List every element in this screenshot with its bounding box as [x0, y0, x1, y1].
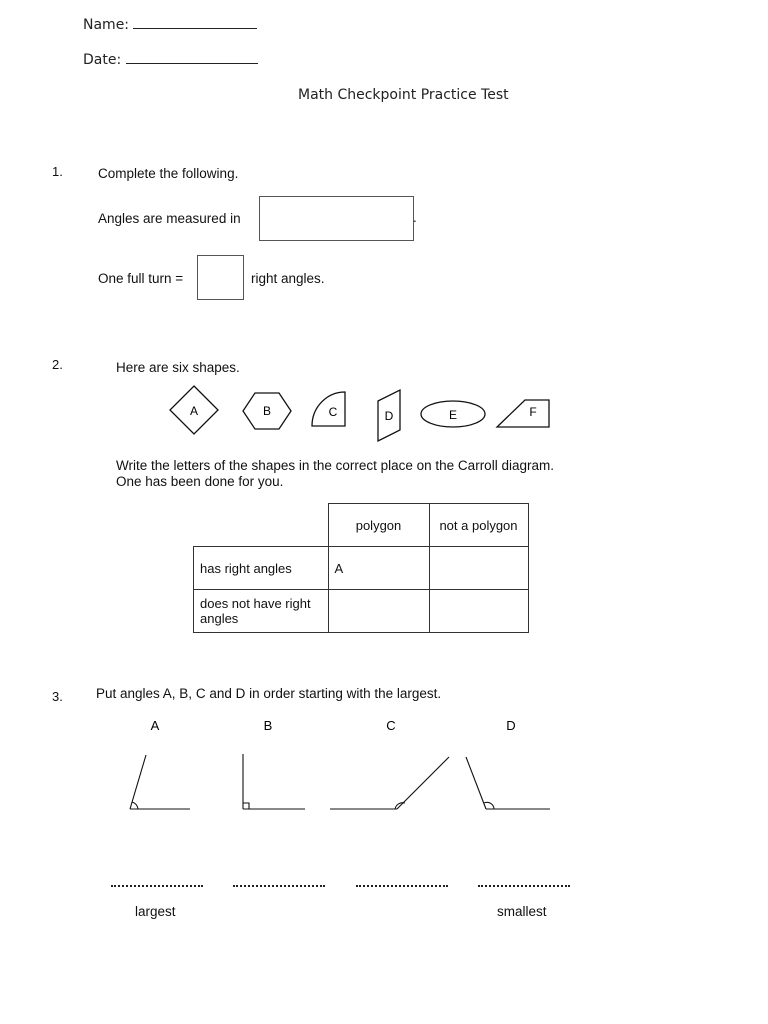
q2-instruction-line-2: One has been done for you. [116, 474, 284, 489]
question-2-number: 2. [52, 357, 63, 372]
shape-e-label: E [448, 408, 458, 422]
shape-f-label: F [529, 405, 537, 419]
carroll-row-label-no-right-angles: does not have right angles [194, 590, 329, 633]
shape-b-label: B [262, 404, 272, 418]
carroll-row-label-right-angles: has right angles [194, 547, 329, 590]
carroll-cell-polygon-right-angles[interactable]: A [328, 547, 429, 590]
name-label: Name: [83, 17, 130, 33]
shape-a-label: A [189, 404, 199, 418]
q1-answer-box-units[interactable] [259, 196, 414, 241]
shape-d-label: D [384, 409, 394, 423]
angle-a-label: A [150, 718, 160, 733]
largest-caption: largest [135, 904, 176, 919]
angles-figure [0, 710, 768, 825]
q2-instructions [116, 458, 554, 490]
shapes-figure [0, 380, 768, 450]
date-label: Date: [83, 52, 122, 68]
question-2-prompt: Here are six shapes. [116, 360, 240, 375]
shape-c-quarter-circle [312, 392, 345, 426]
q1-full-turn-text: One full turn = [98, 271, 184, 286]
page-title: Math Checkpoint Practice Test [298, 87, 509, 103]
question-1-prompt: Complete the following. [98, 166, 239, 181]
question-3-prompt: Put angles A, B, C and D in order starting with the largest. [96, 686, 442, 701]
carroll-cell-not-polygon-right-angles[interactable] [429, 547, 528, 590]
angle-a-drawing [130, 755, 190, 809]
q2-instruction-line-1: Write the letters of the shapes in the correct place on the Carroll diagram. [116, 458, 554, 473]
answer-line-1[interactable] [111, 885, 203, 887]
answer-line-2[interactable] [233, 885, 325, 887]
shape-a-square-diamond [170, 386, 218, 434]
angle-d-label: D [506, 718, 516, 733]
carroll-diagram [193, 503, 529, 633]
name-blank[interactable] [133, 16, 257, 29]
answer-line-4[interactable] [478, 885, 570, 887]
q1-right-angles-text: right angles. [251, 271, 325, 286]
shape-f-trapezium [497, 400, 549, 427]
smallest-caption: smallest [497, 904, 547, 919]
carroll-header-not-polygon: not a polygon [429, 504, 528, 547]
answer-line-3[interactable] [356, 885, 448, 887]
carroll-cell-polygon-no-right-angles[interactable] [328, 590, 429, 633]
question-3-number: 3. [52, 689, 63, 704]
angle-c-drawing [330, 757, 449, 809]
q1-angles-text: Angles are measured in [98, 211, 241, 226]
q1-period: . [413, 210, 417, 225]
date-blank[interactable] [126, 51, 258, 64]
carroll-header-polygon: polygon [328, 504, 429, 547]
carroll-cell-not-polygon-no-right-angles[interactable] [429, 590, 528, 633]
shape-e-ellipse [421, 401, 485, 427]
shape-c-label: C [328, 405, 338, 419]
name-field[interactable] [83, 16, 257, 33]
carroll-corner [194, 504, 329, 547]
angle-b-drawing [243, 754, 305, 809]
angle-b-label: B [263, 718, 273, 733]
shape-d-parallelogram [378, 390, 400, 441]
q1-answer-box-right-angles[interactable] [197, 255, 244, 300]
shape-b-hexagon [243, 393, 291, 429]
date-field[interactable] [83, 51, 258, 68]
angle-c-label: C [386, 718, 396, 733]
question-1-number: 1. [52, 164, 63, 179]
angle-d-drawing [466, 757, 550, 809]
